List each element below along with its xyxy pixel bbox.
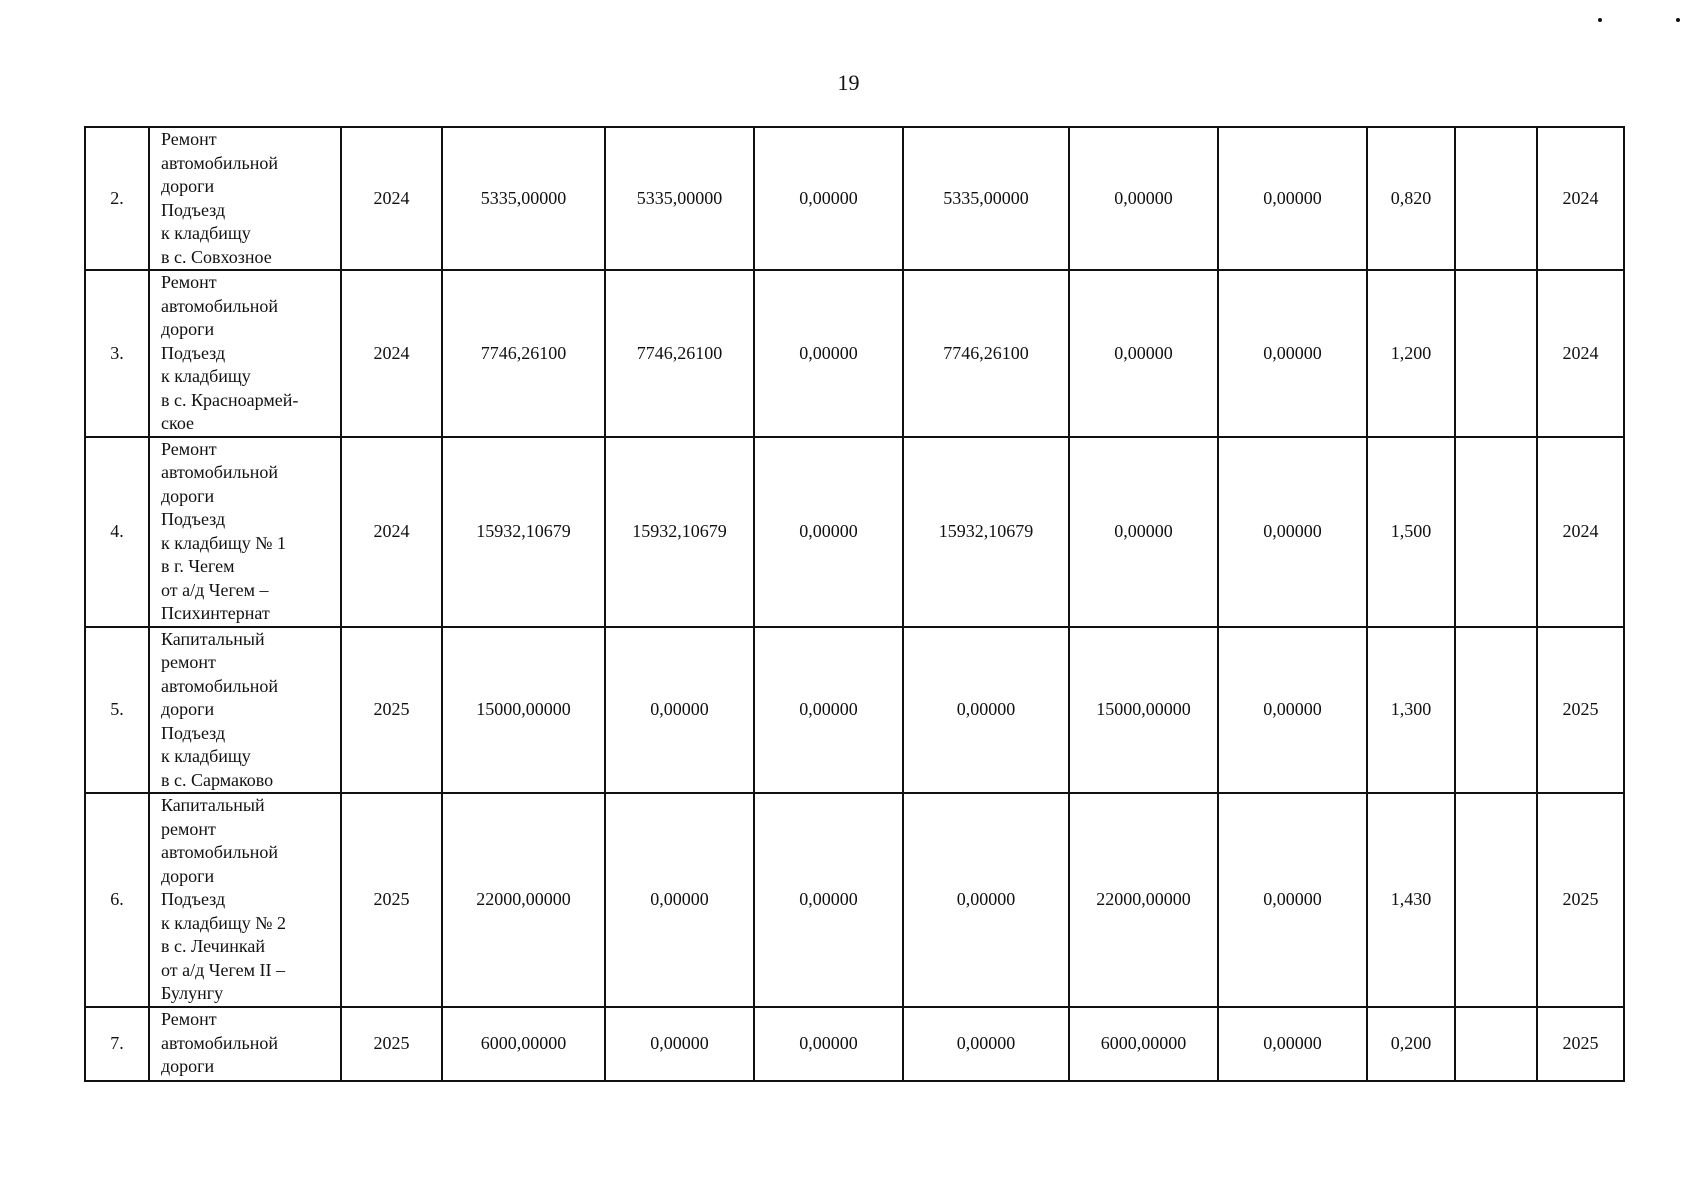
row-number: 7.: [85, 1007, 149, 1081]
empty-cell: [1455, 1007, 1537, 1081]
length-km: 0,820: [1367, 127, 1455, 270]
row-number: 3.: [85, 270, 149, 437]
works-table: [84, 126, 1625, 1082]
object-name: Ремонт автомобильной дороги Подъезд к кладбищу № 1 в г. Чегем от а/д Чегем – Психинтернат: [149, 437, 341, 627]
scan-speck: [1598, 18, 1602, 22]
amount-col-5: 0,00000: [1218, 627, 1367, 794]
table-row: [85, 793, 1624, 1007]
amount-col-1: 7746,26100: [605, 270, 754, 437]
amount-col-4: 22000,00000: [1069, 793, 1218, 1007]
amount-col-1: 0,00000: [605, 793, 754, 1007]
total-amount: 15932,10679: [442, 437, 605, 627]
total-amount: 7746,26100: [442, 270, 605, 437]
object-name: Капитальный ремонт автомобильной дороги Подъезд к кладбищу № 2 в с. Лечинкай от а/д Чегем II – Булунгу: [149, 793, 341, 1007]
object-name: Ремонт автомобильной дороги Подъезд к кладбищу в с. Красноармей- ское: [149, 270, 341, 437]
amount-col-2: 0,00000: [754, 793, 903, 1007]
end-year: 2025: [1537, 627, 1624, 794]
row-number: 4.: [85, 437, 149, 627]
length-km: 1,300: [1367, 627, 1455, 794]
end-year: 2024: [1537, 270, 1624, 437]
amount-col-1: 5335,00000: [605, 127, 754, 270]
amount-col-5: 0,00000: [1218, 437, 1367, 627]
amount-col-5: 0,00000: [1218, 1007, 1367, 1081]
end-year: 2025: [1537, 1007, 1624, 1081]
start-year: 2025: [341, 627, 442, 794]
amount-col-3: 0,00000: [903, 627, 1069, 794]
length-km: 1,430: [1367, 793, 1455, 1007]
empty-cell: [1455, 127, 1537, 270]
table-row: [85, 1007, 1624, 1081]
amount-col-2: 0,00000: [754, 127, 903, 270]
length-km: 1,500: [1367, 437, 1455, 627]
end-year: 2025: [1537, 793, 1624, 1007]
table-row: [85, 627, 1624, 794]
end-year: 2024: [1537, 437, 1624, 627]
empty-cell: [1455, 793, 1537, 1007]
amount-col-2: 0,00000: [754, 1007, 903, 1081]
amount-col-2: 0,00000: [754, 270, 903, 437]
start-year: 2025: [341, 1007, 442, 1081]
page-number: 19: [837, 70, 860, 95]
end-year: 2024: [1537, 127, 1624, 270]
amount-col-3: 5335,00000: [903, 127, 1069, 270]
amount-col-5: 0,00000: [1218, 793, 1367, 1007]
amount-col-1: 0,00000: [605, 627, 754, 794]
length-km: 1,200: [1367, 270, 1455, 437]
amount-col-2: 0,00000: [754, 627, 903, 794]
start-year: 2024: [341, 437, 442, 627]
table-row: [85, 437, 1624, 627]
amount-col-3: 0,00000: [903, 793, 1069, 1007]
object-name: Ремонт автомобильной дороги Подъезд к кладбищу в с. Совхозное: [149, 127, 341, 270]
amount-col-4: 6000,00000: [1069, 1007, 1218, 1081]
amount-col-5: 0,00000: [1218, 127, 1367, 270]
table-row: [85, 270, 1624, 437]
start-year: 2024: [341, 127, 442, 270]
object-name: Капитальный ремонт автомобильной дороги Подъезд к кладбищу в с. Сармаково: [149, 627, 341, 794]
amount-col-1: 0,00000: [605, 1007, 754, 1081]
amount-col-2: 0,00000: [754, 437, 903, 627]
empty-cell: [1455, 270, 1537, 437]
start-year: 2024: [341, 270, 442, 437]
amount-col-1: 15932,10679: [605, 437, 754, 627]
row-number: 5.: [85, 627, 149, 794]
row-number: 6.: [85, 793, 149, 1007]
amount-col-4: 0,00000: [1069, 127, 1218, 270]
amount-col-3: 7746,26100: [903, 270, 1069, 437]
total-amount: 22000,00000: [442, 793, 605, 1007]
amount-col-3: 15932,10679: [903, 437, 1069, 627]
total-amount: 6000,00000: [442, 1007, 605, 1081]
amount-col-4: 0,00000: [1069, 437, 1218, 627]
amount-col-5: 0,00000: [1218, 270, 1367, 437]
length-km: 0,200: [1367, 1007, 1455, 1081]
empty-cell: [1455, 627, 1537, 794]
table-row: [85, 127, 1624, 270]
empty-cell: [1455, 437, 1537, 627]
amount-col-4: 15000,00000: [1069, 627, 1218, 794]
amount-col-4: 0,00000: [1069, 270, 1218, 437]
object-name: Ремонт автомобильной дороги: [149, 1007, 341, 1081]
total-amount: 15000,00000: [442, 627, 605, 794]
total-amount: 5335,00000: [442, 127, 605, 270]
start-year: 2025: [341, 793, 442, 1007]
amount-col-3: 0,00000: [903, 1007, 1069, 1081]
scan-speck: [1676, 18, 1680, 22]
row-number: 2.: [85, 127, 149, 270]
